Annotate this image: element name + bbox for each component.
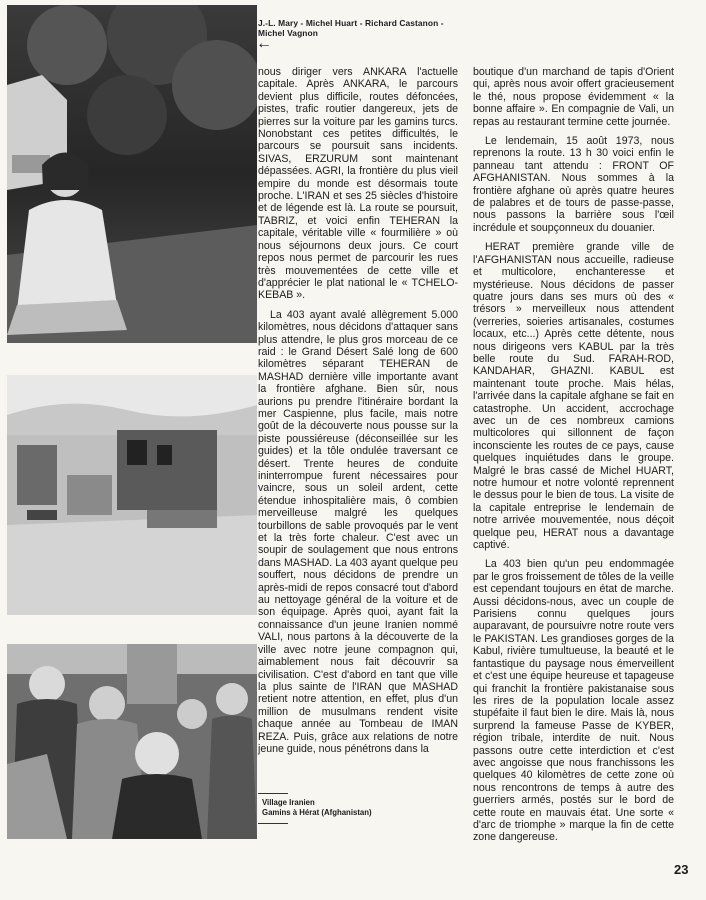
author-credits: J.-L. Mary - Michel Huart - Richard Castanon - Michel Vagnon (258, 18, 444, 38)
page-number: 23 (674, 862, 689, 877)
paragraph: Le lendemain, 15 août 1973, nous reprenons la route. 13 h 30 voici enfin le panneau tant attendu : FRONT OF AFGHANISTAN. Nous sommes à la frontière afghane où après quatre heures de palabres et de tours de passe-passe, nous passons la barrière sous l'œil incrédule et soupçonneux du douanier. (473, 135, 674, 234)
article-column-1 (258, 66, 458, 755)
paragraph: HERAT première grande ville de l'AFGHANISTAN nous accueille, radieuse et multicolore, enchanteresse et mystérieuse. Nous décidons de passer quatre jours dans ses murs où des « trésors » merveilleux nous attendent (verreries, soieries artisanales, costumes locaux, etc...) Après cette détente, nous nous dirigeons vers KABUL par la très belle route du Sud. FARAH-ROD, KANDAHAR, GHAZNI. KABUL est maintenant toute proche. Mais hélas, l'arrivée dans la capitale afghane se fait en catastrophe. Un accident, accrochage avec un de ces nombreux camions multicolores qui sillonnent de façon inconsciente les routes de ce pays, cause quelques inquiétudes dans le groupe. Malgré le bras cassé de Michel HUART, notre humour et notre volonté reprennent le dessus pour le bien de tous. La visite de la capitale entreprise le lendemain de notre arrivée mouvementée, nous déçoit quelque peu, HERAT nous a davantage captivé. (473, 241, 674, 552)
paragraph: boutique d'un marchand de tapis d'Orient qui, après nous avoir offert gracieusement le thé, nous propose évidemment « la bonne affaire ». En compagnie de Vali, un repas au restaurant termine cette journée. (473, 66, 674, 128)
caption-divider (258, 793, 288, 794)
photo-iranian-village (7, 375, 257, 615)
photo-woman-seated (7, 5, 257, 343)
arrow-left-icon: ← (256, 35, 272, 52)
caption-divider (258, 823, 288, 824)
paragraph: nous diriger vers ANKARA l'actuelle capitale. Après ANKARA, le parcours devient plus difficile, routes défoncées, pistes, trafic routier dangereux, jets de pierres sur la voiture par les gamins turcs. Nonobstant ces petites difficultés, le parcours se poursuit sans incidents. SIVAS, ERZURUM sont maintenant dépassées. AGRI, la frontière du plus vieil empire du monde est désormais toute proche. L'IRAN et ses 25 siècles d'histoire et de légende est là. La route se poursuit, TABRIZ, et voici enfin TEHERAN la capitale, véritable ville « fourmilière » où nous séjournons deux jours. Ce court repos nous permet de parcourir les rues très mouvementées de cette ville et d'apprécier le plat national le « TCHELO-KEBAB ». (258, 66, 458, 302)
photo-kids-herat (7, 644, 257, 839)
paragraph: La 403 bien qu'un peu endommagée par le gros froissement de tôles de la veille est cependant toujours en état de marche. Aussi décidons-nous, avec un couple de Parisiens connu quelques jours auparavant, de poursuivre notre route vers le PAKISTAN. Les grandioses gorges de la Kabul, rivière tumultueuse, la beauté et le fantastique du paysage nous émerveillent et c'est une équipe heureuse et tapageuse qui franchit la frontière pakistanaise sous les rires de la population locale assez stupéfaite il faut bien le dire. Mais là, nous surprend la fameuse Passe de KYBER, région tribale, interdite de nuit. Nous passons outre cette interdiction et c'est avec angoisse que nous franchissons les quelques 40 kilomètres de cette zone où nous rencontrons de temps à autre des guerriers armés, postés sur le bord de cette route en mauvais état. Une sorte « d'arc de triomphe » marque la fin de cette zone dangereuse. (473, 558, 674, 844)
caption-kids: Gamins à Hérat (Afghanistan) (262, 808, 372, 817)
article-column-2 (473, 66, 674, 844)
caption-village: Village Iranien (262, 798, 315, 807)
paragraph: La 403 ayant avalé allègrement 5.000 kilomètres, nous décidons d'attaquer sans plus attendre, le plus gros morceau de ce raid : le Grand Désert Salé long de 600 kilomètres séparant TEHERAN de MASHAD dernière ville importante avant la frontière afghane. Bien sûr, nous aurions pu prendre l'itinéraire bordant la mer Caspienne, plus facile, mais notre goût de la découverte nous pousse sur la piste poussiéreuse (déconseillée sur les guides) et la tôle ondulée traversant ce désert. Trente heures de conduite ininterrompue furent nécessaires pour vaincre, sous un soleil ardent, cette étendue inhospitalière mais, ô combien merveilleuse malgré les quelques tourbillons de sable provoqués par le vent et la très forte chaleur. C'est avec un soupir de soulagement que nous entrons dans MASHAD. La 403 ayant quelque peu souffert, nous décidons de prendre un après-midi de repos consacré tout d'abord au nettoyage général de la voiture et de son équipage. Après quoi, ayant fait la connaissance d'un jeune Iranien nommé VALI, nous partons à la découverte de la ville avec notre jeune compagnon qui, aimablement nous fait découvrir sa civilisation. C'est d'abord en tant que ville la plus sainte de l'IRAN que MASHAD retient notre attention, en effet, plus d'un million de musulmans rendent visite chaque année au Tombeau de IMAN REZA. Puis, grâce aux relations de notre jeune guide, nous pénétrons dans la (258, 308, 458, 755)
